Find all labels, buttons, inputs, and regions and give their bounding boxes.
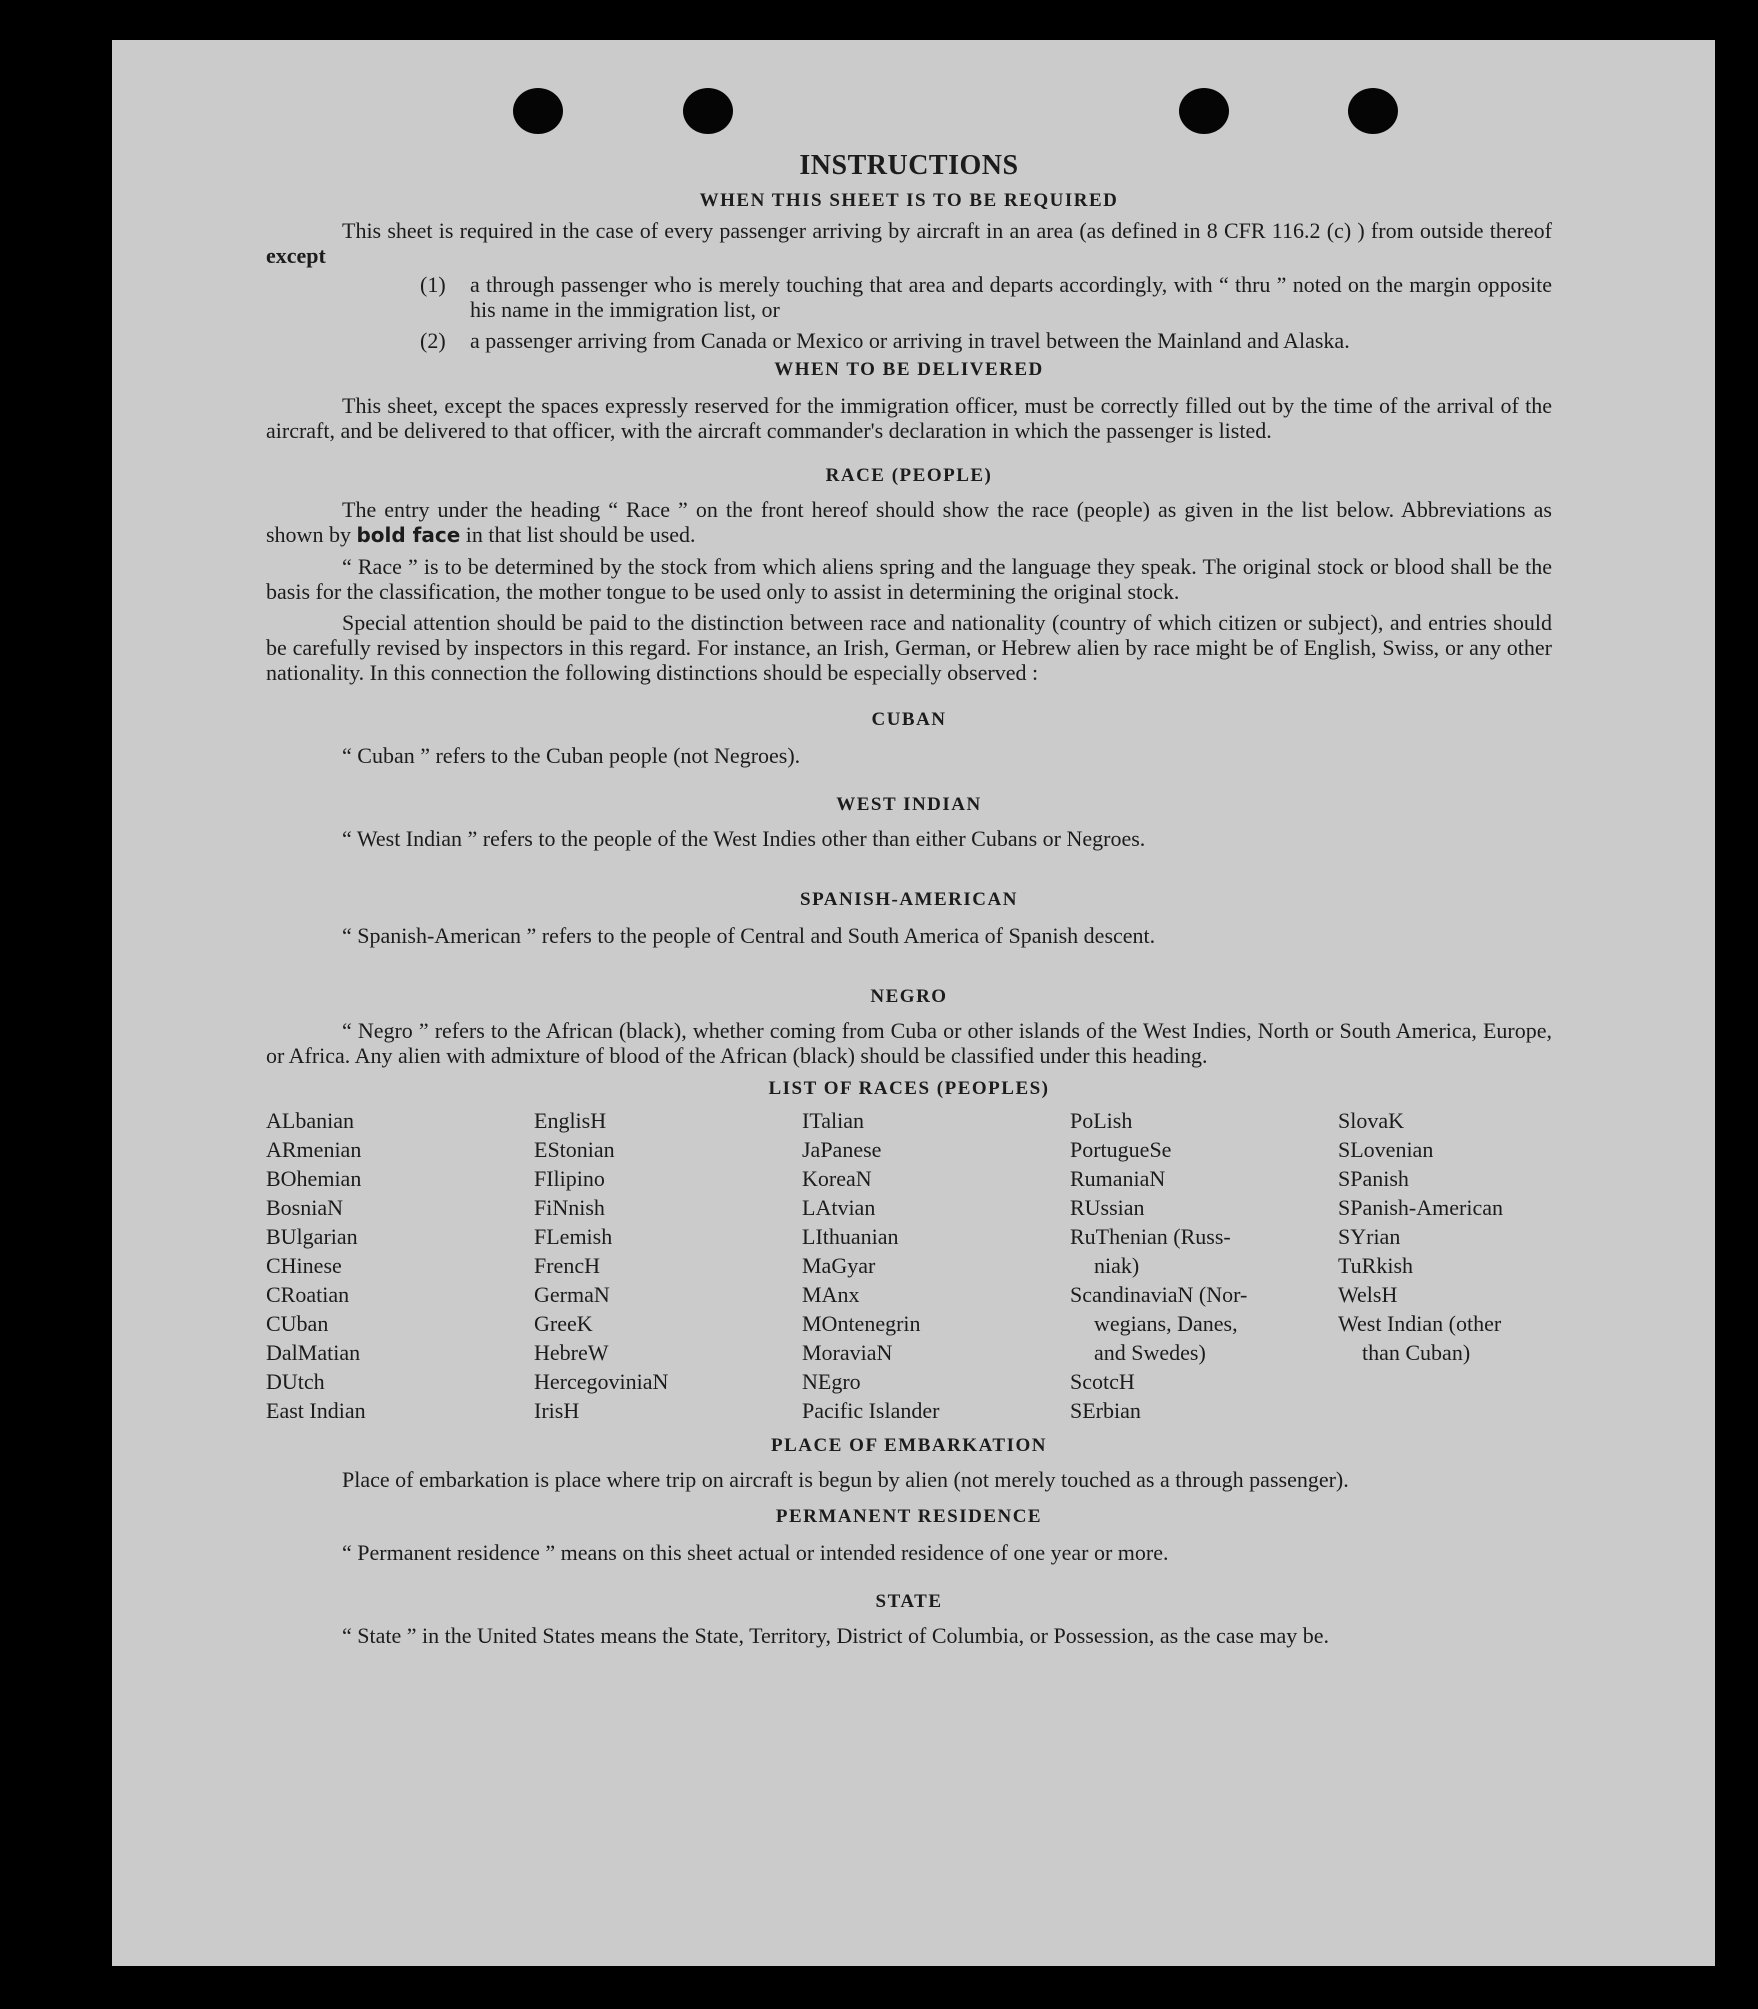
- race-entry: RUssian: [1070, 1195, 1145, 1220]
- race-entry-continued: niak): [1094, 1253, 1140, 1278]
- race-entry: DalMatian: [266, 1340, 361, 1365]
- race-entry: ScandinaviaN (Nor-: [1070, 1282, 1248, 1307]
- race-entry: SYrian: [1338, 1224, 1401, 1249]
- heading-west-indian: WEST INDIAN: [836, 794, 982, 815]
- race-entry: SPanish: [1338, 1166, 1409, 1191]
- race-entry: CUban: [266, 1311, 329, 1336]
- paragraph-west-indian: “ West Indian ” refers to the people of the West Indies other than either Cubans or Negroes.: [342, 826, 1146, 851]
- heading-race: RACE (PEOPLE): [825, 465, 993, 486]
- race-entry: WelsH: [1338, 1282, 1398, 1307]
- race-entry: HercegoviniaN: [534, 1369, 669, 1394]
- race-entry: ITalian: [802, 1108, 864, 1133]
- race-entry: EnglisH: [534, 1108, 607, 1133]
- punch-hole-2: [683, 88, 733, 134]
- instructions-content: [266, 150, 1552, 1648]
- race-entry: CRoatian: [266, 1282, 350, 1307]
- heading-state: STATE: [875, 1591, 943, 1612]
- paragraph-race-1: The entry under the heading “ Race ” on the front hereof should show the race (people) as given in the list below. Abbreviations as shown by bold face in that list should be used.: [266, 497, 1552, 547]
- paragraph-cuban: “ Cuban ” refers to the Cuban people (not Negroes).: [342, 743, 801, 768]
- exception-item-1: (1) a through passenger who is merely touching that area and departs accordingly, with “ thru ” noted on the margin opposite his name in the immigration list, or: [420, 272, 1552, 322]
- heading-embarkation: PLACE OF EMBARKATION: [771, 1435, 1047, 1456]
- races-column-1: [266, 1106, 534, 1425]
- race-entry: East Indian: [266, 1398, 366, 1423]
- race-entry: ALbanian: [266, 1108, 354, 1133]
- race-entry: LAtvian: [802, 1195, 876, 1220]
- races-list: [266, 1106, 1552, 1425]
- paragraph-required: This sheet is required in the case of every passenger arriving by aircraft in an area (as defined in 8 CFR 116.2 (c) ) from outside thereof except: [266, 218, 1552, 268]
- race-entry: MAnx: [802, 1282, 860, 1307]
- paragraph-negro: “ Negro ” refers to the African (black), whether coming from Cuba or other islands of the West Indies, North or South America, Europe, or Africa. Any alien with admixture of blood of the African (black) should be classified under this heading.: [266, 1018, 1552, 1068]
- race-entry: DUtch: [266, 1369, 325, 1394]
- races-column-3: [802, 1106, 1070, 1425]
- race-entry: PoLish: [1070, 1108, 1133, 1133]
- race-entry: SlovaK: [1338, 1108, 1404, 1133]
- race-entry: CHinese: [266, 1253, 342, 1278]
- punch-hole-3: [1179, 88, 1229, 134]
- race-entry: KoreaN: [802, 1166, 872, 1191]
- heading-when-delivered: WHEN TO BE DELIVERED: [774, 359, 1044, 380]
- race-entry: ARmenian: [266, 1137, 362, 1162]
- heading-spanish-american: SPANISH-AMERICAN: [800, 889, 1018, 910]
- race-entry: FrencH: [534, 1253, 600, 1278]
- races-column-5: [1338, 1106, 1552, 1425]
- race-entry: EStonian: [534, 1137, 615, 1162]
- races-column-2: [534, 1106, 802, 1425]
- race-entry: BOhemian: [266, 1166, 362, 1191]
- race-entry: SLovenian: [1338, 1137, 1434, 1162]
- heading-when-required: WHEN THIS SHEET IS TO BE REQUIRED: [699, 190, 1119, 211]
- race-entry: RumaniaN: [1070, 1166, 1166, 1191]
- heading-list-of-races: LIST OF RACES (PEOPLES): [768, 1078, 1050, 1099]
- race-entry: SPanish-American: [1338, 1195, 1503, 1220]
- paragraph-state: “ State ” in the United States means the State, Territory, District of Columbia, or Possession, as the case may be.: [342, 1623, 1330, 1648]
- race-entry: GreeK: [534, 1311, 593, 1336]
- heading-permanent-residence: PERMANENT RESIDENCE: [775, 1506, 1043, 1527]
- race-entry: ScotcH: [1070, 1369, 1135, 1394]
- race-entry: TuRkish: [1338, 1253, 1414, 1278]
- race-entry: HebreW: [534, 1340, 609, 1365]
- paragraph-permanent-residence: “ Permanent residence ” means on this sheet actual or intended residence of one year or more.: [342, 1540, 1169, 1565]
- paragraph-delivered: This sheet, except the spaces expressly reserved for the immigration officer, must be correctly filled out by the time of the arrival of the aircraft, and be delivered to that officer, with the aircraft commander's declaration in which the passenger is listed.: [266, 393, 1552, 443]
- race-entry: Pacific Islander: [802, 1398, 940, 1423]
- punch-hole-1: [513, 88, 563, 134]
- race-entry: MoraviaN: [802, 1340, 893, 1365]
- punch-hole-4: [1348, 88, 1398, 134]
- race-entry: RuThenian (Russ-: [1070, 1224, 1231, 1249]
- race-entry: PortugueSe: [1070, 1137, 1172, 1162]
- paragraph-spanish-american: “ Spanish-American ” refers to the people of Central and South America of Spanish descent.: [342, 923, 1156, 948]
- race-entry: West Indian (other: [1338, 1311, 1502, 1336]
- race-entry: MOntenegrin: [802, 1311, 921, 1336]
- race-entry-continued: wegians, Danes,: [1094, 1311, 1238, 1336]
- race-entry: IrisH: [534, 1398, 580, 1423]
- races-column-4: [1070, 1106, 1338, 1425]
- heading-cuban: CUBAN: [871, 709, 947, 730]
- paragraph-embarkation: Place of embarkation is place where trip on aircraft is begun by alien (not merely touched as a through passenger).: [342, 1467, 1349, 1492]
- race-entry: MaGyar: [802, 1253, 876, 1278]
- paragraph-race-2: “ Race ” is to be determined by the stock from which aliens spring and the language they speak. The original stock or blood shall be the basis for the classification, the mother tongue to be used only to assist in determining the original stock.: [266, 554, 1552, 604]
- race-entry: GermaN: [534, 1282, 610, 1307]
- page-title: INSTRUCTIONS: [799, 150, 1019, 181]
- race-entry: BosniaN: [266, 1195, 343, 1220]
- race-entry-continued: and Swedes): [1094, 1340, 1206, 1365]
- race-entry: LIthuanian: [802, 1224, 899, 1249]
- exception-item-2: (2) a passenger arriving from Canada or Mexico or arriving in travel between the Mainland and Alaska.: [420, 328, 1350, 353]
- race-entry: FLemish: [534, 1224, 613, 1249]
- race-entry-continued: than Cuban): [1362, 1340, 1471, 1365]
- race-entry: BUlgarian: [266, 1224, 358, 1249]
- heading-negro: NEGRO: [870, 986, 948, 1007]
- race-entry: JaPanese: [802, 1137, 882, 1162]
- race-entry: SErbian: [1070, 1398, 1141, 1423]
- paragraph-race-3: Special attention should be paid to the distinction between race and nationality (country of which citizen or subject), and entries should be carefully revised by inspectors in this regard. For instance, an Irish, German, or Hebrew alien by race might be of English, Swiss, or any other nationality. In this connection the following distinctions should be especially observed :: [266, 610, 1552, 685]
- race-entry: FIlipino: [534, 1166, 605, 1191]
- race-entry: FiNnish: [534, 1195, 605, 1220]
- race-entry: NEgro: [802, 1369, 861, 1394]
